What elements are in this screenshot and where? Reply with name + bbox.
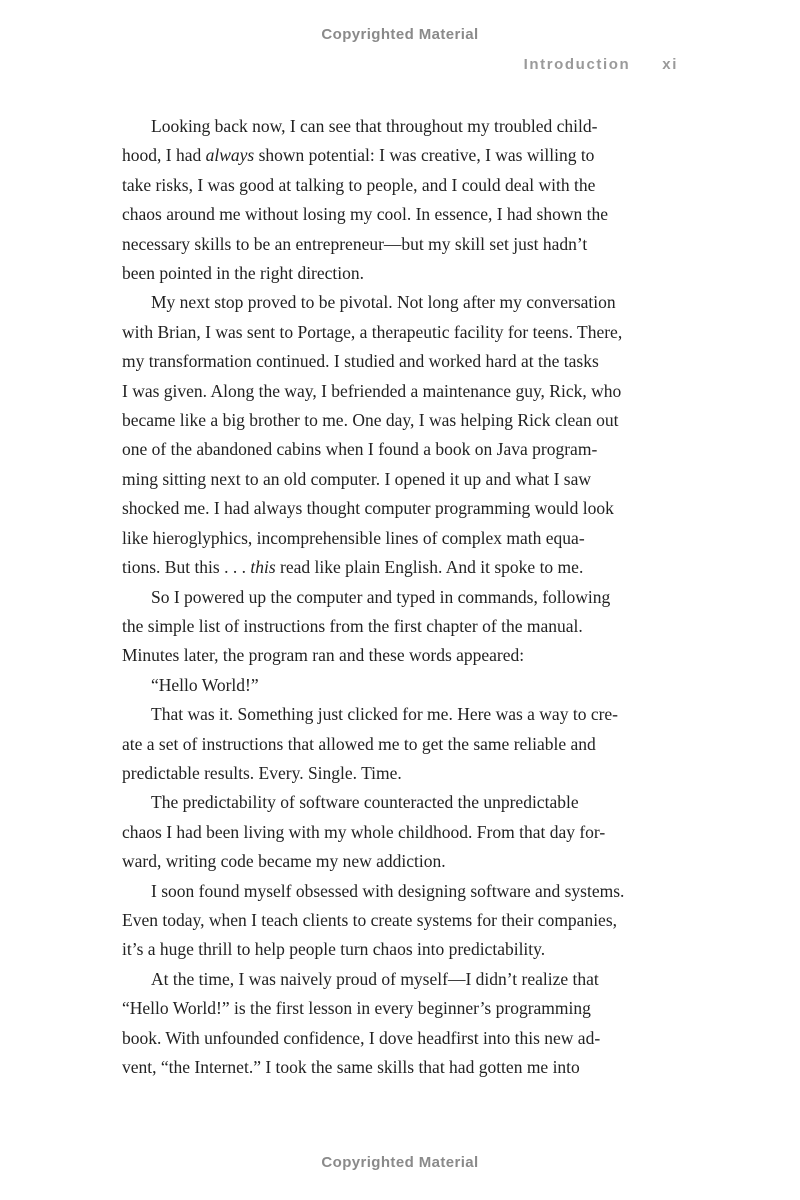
paragraph: [122, 671, 678, 700]
body-text: [122, 112, 678, 1082]
text-line: At the time, I was naively proud of myself—I didn’t realize that: [151, 968, 599, 989]
text-line: My next stop proved to be pivotal. Not long after my conversation: [151, 292, 616, 313]
text-line: necessary skills to be an entrepreneur—but my skill set just hadn’t: [122, 233, 588, 254]
text-line: vent, “the Internet.” I took the same skills that had gotten me into: [122, 1057, 580, 1077]
text-line: book. With unfounded confidence, I dove headfirst into this new ad-: [122, 1027, 601, 1048]
text-line: ate a set of instructions that allowed me to get the same reliable and: [122, 733, 596, 754]
text-line: tions. But this . . . this read like plain English. And it spoke to me.: [122, 557, 584, 578]
paragraph: [122, 965, 678, 1083]
text-line: been pointed in the right direction.: [122, 263, 365, 284]
text-line: ward, writing code became my new addiction.: [122, 851, 446, 872]
text-line: shocked me. I had always thought computer programming would look: [122, 498, 614, 519]
text-line: “Hello World!” is the first lesson in every beginner’s programming: [122, 998, 591, 1019]
paragraph: [122, 112, 678, 288]
text-line: the simple list of instructions from the first chapter of the manual.: [122, 615, 583, 636]
text-line: hood, I had always shown potential: I was creative, I was willing to: [122, 145, 595, 166]
text-line: it’s a huge thrill to help people turn chaos into predictability.: [122, 939, 546, 960]
paragraph: [122, 700, 678, 788]
text-line: The predictability of software counteracted the unpredictable: [151, 792, 579, 813]
text-line: predictable results. Every. Single. Time.: [122, 762, 402, 783]
running-head-title: Introduction: [523, 56, 631, 73]
text-line: Even today, when I teach clients to create systems for their companies,: [122, 909, 618, 930]
text-line: ming sitting next to an old computer. I opened it up and what I saw: [122, 468, 592, 489]
text-line: So I powered up the computer and typed in commands, following: [151, 586, 611, 607]
paragraph: [122, 288, 678, 582]
text-line: chaos around me without losing my cool. In essence, I had shown the: [122, 204, 609, 225]
copyright-notice-top: Copyrighted Material: [321, 26, 479, 43]
paragraph: [122, 583, 678, 671]
text-line: one of the abandoned cabins when I found a book on Java program-: [122, 439, 598, 460]
text-line: That was it. Something just clicked for me. Here was a way to cre-: [151, 704, 619, 725]
text-line: Looking back now, I can see that throughout my troubled child-: [151, 116, 598, 136]
page-number: xi: [662, 56, 678, 73]
text-line: Minutes later, the program ran and these words appeared:: [122, 645, 525, 666]
running-head: [524, 56, 678, 73]
paragraph: [122, 788, 678, 876]
text-line: my transformation continued. I studied and worked hard at the tasks: [122, 351, 599, 372]
text-line: I soon found myself obsessed with designing software and systems.: [151, 880, 625, 901]
text-line: became like a big brother to me. One day, I was helping Rick clean out: [122, 410, 619, 431]
text-line: like hieroglyphics, incomprehensible lines of complex math equa-: [122, 527, 585, 548]
text-line: “Hello World!”: [151, 674, 259, 695]
text-line: chaos I had been living with my whole childhood. From that day for-: [122, 821, 606, 842]
text-line: take risks, I was good at talking to people, and I could deal with the: [122, 174, 596, 195]
copyright-notice-bottom: Copyrighted Material: [321, 1154, 479, 1171]
text-line: I was given. Along the way, I befriended a maintenance guy, Rick, who: [122, 380, 622, 401]
text-line: with Brian, I was sent to Portage, a therapeutic facility for teens. There,: [122, 321, 623, 342]
paragraph: [122, 877, 678, 965]
